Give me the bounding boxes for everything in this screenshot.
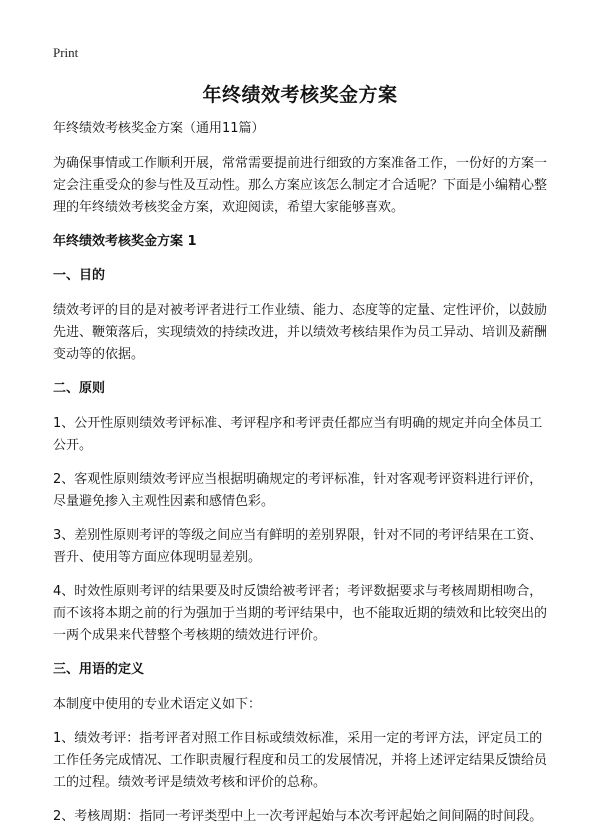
principle-paragraph: 4、时效性原则考评的结果要及时反馈给被考评者；考评数据要求与考核周期相吻合，而不该将本期之前的行为强加于当期的考评结果中，也不能取近期的绩效和比较突出的一两个成果来代替整个考核期的绩效进行评价。 xyxy=(53,584,548,643)
section-heading-definitions: 三、用语的定义 xyxy=(53,662,145,677)
intro-paragraph: 为确保事情或工作顺利开展，常常需要提前进行细致的方案准备工作，一份好的方案一定会注重受众的参与性及互动性。那么方案应该怎么制定才合适呢？下面是小编精心整理的年终绩效考核奖金方案，欢迎阅读，希望大家能够喜欢。 xyxy=(53,156,548,215)
principle-paragraph: 1、公开性原则绩效考评标准、考评程序和考评责任都应当有明确的规定并向全体员工公开。 xyxy=(53,416,543,453)
purpose-paragraph: 绩效考评的目的是对被考评者进行工作业绩、能力、态度等的定量、定性评价，以鼓励先进、鞭策落后，实现绩效的持续改进，并以绩效考核结果作为员工异动、培训及薪酬变动等的依据。 xyxy=(53,303,548,362)
document-body xyxy=(53,118,553,840)
definition-paragraph: 本制度中使用的专业术语定义如下： xyxy=(53,697,262,712)
principle-paragraph: 3、差别性原则考评的等级之间应当有鲜明的差别界限，针对不同的考评结果在工资、晋升、使用等方面应体现明显差别。 xyxy=(53,528,543,565)
document-subtitle: 年终绩效考核奖金方案（通用11篇） xyxy=(53,121,265,136)
page-title: 年终绩效考核奖金方案 xyxy=(202,84,398,106)
part-heading: 年终绩效考核奖金方案 1 xyxy=(53,234,197,249)
section-heading-purpose: 一、目的 xyxy=(53,268,106,283)
definition-paragraph: 2、考核周期：指同一考评类型中上一次考评起始与本次考评起始之间间隔的时间段。 xyxy=(53,809,543,824)
section-heading-principles: 二、原则 xyxy=(53,381,106,396)
print-link[interactable]: Print xyxy=(53,45,79,60)
definition-paragraph: 1、绩效考评：指考评者对照工作目标或绩效标准，采用一定的考评方法，评定员工的工作任务完成情况、工作职责履行程度和员工的发展情况，并将上述评定结果反馈给员工的过程。绩效考评是绩效考核和评价的总称。 xyxy=(53,731,548,790)
principle-paragraph: 2、客观性原则绩效考评应当根据明确规定的考评标准，针对客观考评资料进行评价，尽量避免掺入主观性因素和感情色彩。 xyxy=(53,472,543,509)
